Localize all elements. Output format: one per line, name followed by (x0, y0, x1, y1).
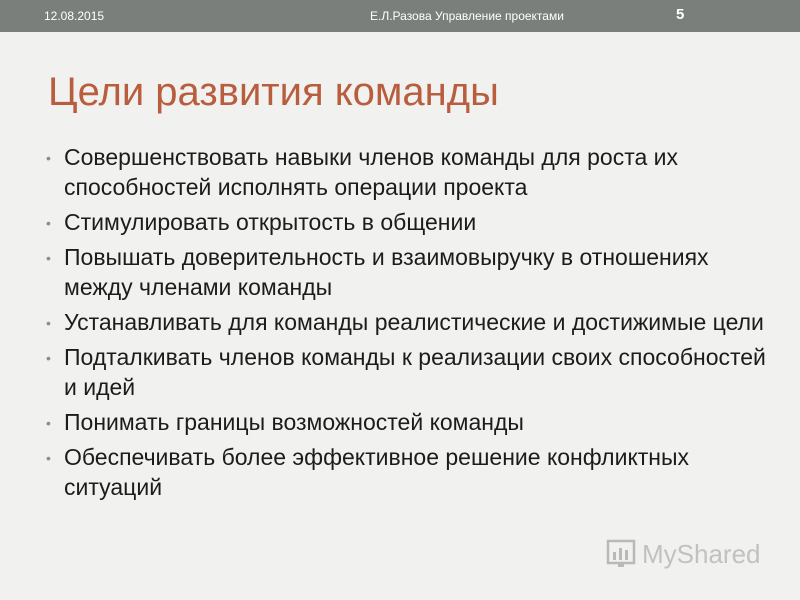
bullet-text: Устанавливать для команды реалистические и достижимые цели (64, 309, 764, 335)
watermark (606, 536, 766, 572)
bullet-text: Повышать доверительность и взаимовыручку в отношениях между членами команды (64, 244, 709, 300)
slide-page-number: 5 (676, 6, 685, 23)
chart-logo-icon (606, 539, 636, 569)
bullet-item (46, 442, 766, 502)
header-bar (0, 0, 800, 32)
bullet-dot-icon: • (46, 250, 51, 266)
bullet-item (46, 342, 766, 402)
slide-title: Цели развития команды (48, 70, 499, 114)
bullet-text: Обеспечивать более эффективное решение конфликтных ситуаций (64, 444, 690, 500)
slide-date: 12.08.2015 (44, 9, 105, 23)
bullet-text: Понимать границы возможностей команды (64, 409, 524, 435)
bullet-dot-icon: • (46, 450, 51, 466)
bullet-dot-icon: • (46, 215, 51, 231)
bullet-item (46, 307, 766, 337)
bullet-item (46, 407, 766, 437)
watermark-text: MyShared (642, 538, 761, 569)
bullet-dot-icon: • (46, 415, 51, 431)
bullet-dot-icon: • (46, 350, 51, 366)
bullet-item (46, 142, 766, 202)
bullet-dot-icon: • (46, 150, 51, 166)
bullet-text: Стимулировать открытость в общении (64, 209, 477, 235)
bullet-text: Совершенствовать навыки членов команды для роста их способностей исполнять операции проекта (64, 144, 679, 200)
bullet-text: Подталкивать членов команды к реализации своих способностей и идей (64, 344, 766, 400)
bullet-dot-icon: • (46, 315, 51, 331)
bullet-list (46, 142, 766, 507)
bullet-item (46, 242, 766, 302)
slide-footer-title: Е.Л.Разова Управление проектами (370, 9, 564, 23)
bullet-item (46, 207, 766, 237)
